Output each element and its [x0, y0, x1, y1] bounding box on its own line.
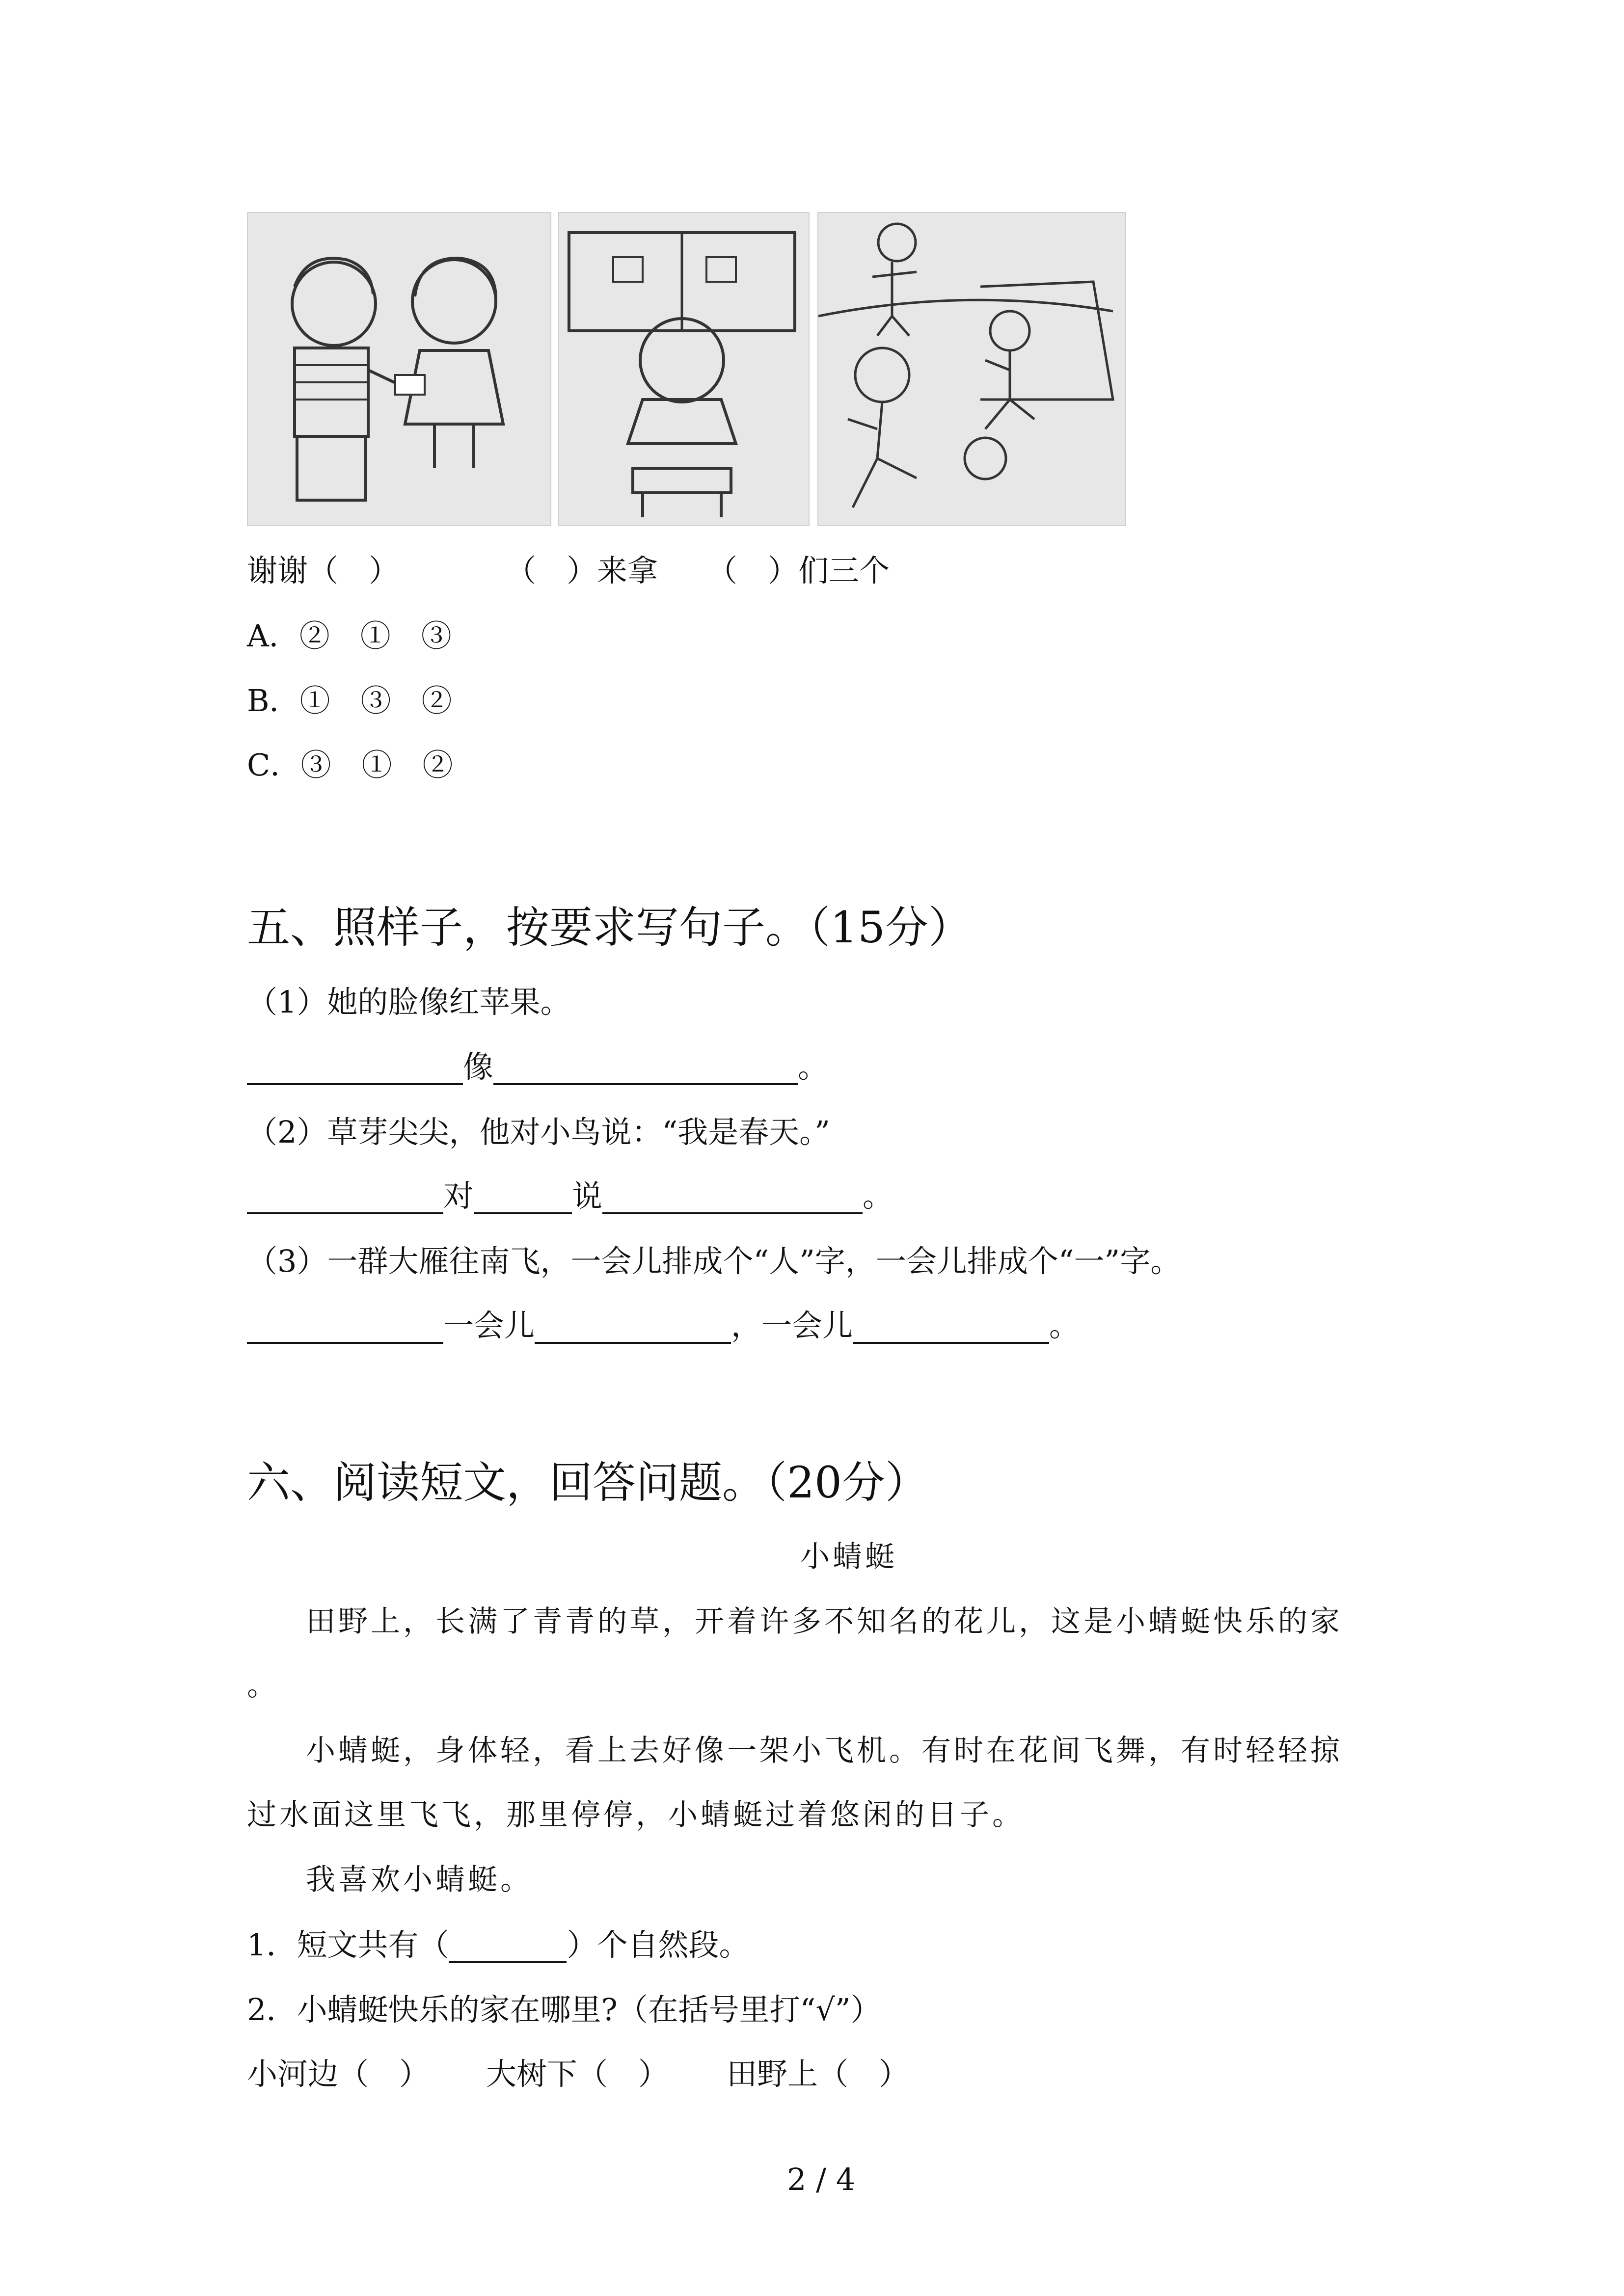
section5-q2: （2）草芽尖尖，他对小鸟说：“我是春天。”	[247, 1114, 830, 1150]
fill-word: 说	[572, 1178, 603, 1214]
section5-q1: （1）她的脸像红苹果。	[247, 984, 571, 1020]
answer-blank[interactable]	[247, 1183, 443, 1214]
choice-field[interactable]: 田野上（ ）	[727, 2056, 910, 2092]
answer-blank[interactable]	[493, 1054, 798, 1085]
passage-para2-line2: 过水面这里飞飞，那里停停，小蜻蜓过着悠闲的日子。	[247, 1798, 1025, 1832]
fill-word: 。	[1049, 1308, 1080, 1343]
passage-title: 小蜻蜓	[800, 1540, 897, 1574]
answer-blank[interactable]	[474, 1183, 572, 1214]
q1-prefix: 1．短文共有（	[247, 1927, 449, 1963]
picture-3	[817, 212, 1126, 526]
passage-para1-line2: 。	[247, 1668, 279, 1703]
picture-1	[247, 212, 551, 526]
option-a: A．② ① ③	[247, 618, 452, 654]
picture-label-2: （ ）来拿	[506, 553, 658, 588]
page-number: 2 / 4	[787, 2162, 856, 2197]
section5-q3: （3）一群大雁往南飞，一会儿排成个“人”字，一会儿排成个“一”字。	[247, 1243, 1181, 1279]
picture-1-drawing	[248, 213, 550, 525]
answer-blank[interactable]	[602, 1183, 863, 1214]
answer-blank[interactable]	[535, 1312, 731, 1344]
answer-blank[interactable]	[449, 1932, 567, 1963]
section5-q2-answer-line	[247, 1178, 893, 1214]
q1-suffix: ）个自然段。	[567, 1927, 750, 1963]
picture-label-1: 谢谢（ ）	[247, 553, 400, 588]
option-b: B．① ③ ②	[247, 683, 452, 719]
fill-word: 一会儿	[443, 1308, 535, 1343]
fill-word: 。	[798, 1049, 829, 1085]
fill-word: 。	[863, 1178, 893, 1214]
picture-2-drawing	[559, 213, 809, 525]
picture-3-drawing	[818, 213, 1125, 525]
passage-para2-line1: 小蜻蜓，身体轻，看上去好像一架小飞机。有时在花间飞舞，有时轻轻掠	[306, 1734, 1343, 1768]
picture-2	[558, 212, 810, 526]
choice-river[interactable]: 小河边（ ）	[247, 2056, 430, 2092]
answer-blank[interactable]	[247, 1054, 463, 1085]
section6-title: 六、阅读短文，回答问题。（20分）	[247, 1457, 928, 1508]
passage-para3: 我喜欢小蜻蜓。	[306, 1863, 533, 1897]
fill-word: ，一会儿	[731, 1308, 853, 1343]
section5-q1-answer-line	[247, 1049, 828, 1085]
picture-label-3: （ ）们三个	[707, 553, 890, 588]
section6-q2: 2．小蜻蜓快乐的家在哪里?（在括号里打“√”）	[247, 1992, 881, 2028]
choice-tree[interactable]: 大树下（ ）	[486, 2056, 669, 2092]
section5-q3-answer-line	[247, 1308, 1080, 1344]
fill-word: 像	[463, 1049, 494, 1085]
answer-blank[interactable]	[853, 1312, 1049, 1344]
fill-word: 对	[443, 1178, 474, 1214]
section6-q1	[247, 1927, 749, 1963]
answer-blank[interactable]	[247, 1312, 443, 1344]
section5-title: 五、照样子，按要求写句子。（15分）	[247, 902, 972, 953]
option-c: C．③ ① ②	[247, 747, 453, 783]
passage-para1-line1: 田野上，长满了青青的草，开着许多不知名的花儿，这是小蜻蜓快乐的家	[306, 1604, 1343, 1639]
